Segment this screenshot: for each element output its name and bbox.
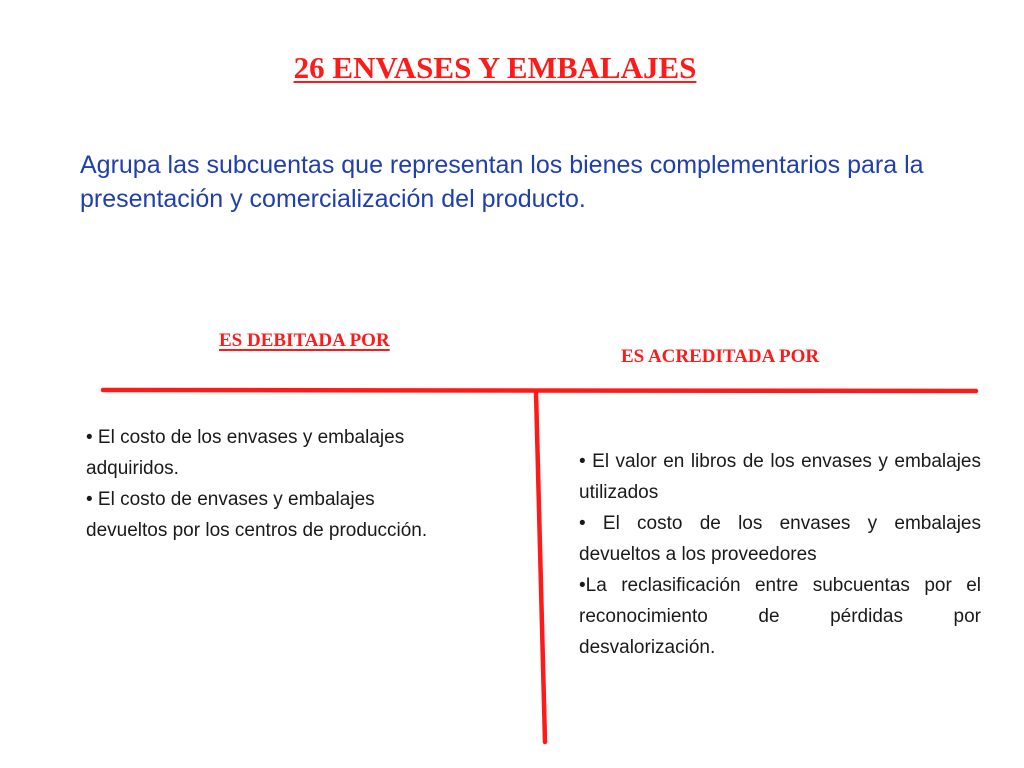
slide-title: 26 ENVASES Y EMBALAJES	[293, 50, 697, 85]
credit-list-item: • El valor en libros de los envases y embalajes utilizados	[579, 451, 981, 503]
debit-list-item: • El costo de envases y embalajes devueltos por los centros de producción.	[86, 489, 428, 541]
debit-list	[86, 422, 446, 546]
intro-paragraph: Agrupa las subcuentas que representan los bienes complementarios para la presentación y comercialización del producto.	[80, 151, 924, 213]
debit-list-item: • El costo de los envases y embalajes adquiridos.	[86, 427, 405, 479]
t-account-vertical-line	[536, 392, 545, 742]
credit-heading: ES ACREDITADA POR	[621, 346, 820, 367]
credit-list-item: • El costo de los envases y embalajes devueltos a los proveedores	[579, 513, 981, 565]
t-account-horizontal-line	[103, 390, 976, 391]
credit-list-item: •La reclasificación entre subcuentas por el reconocimiento de pérdidas por desvalorización.	[579, 575, 981, 658]
credit-list	[579, 446, 981, 663]
debit-heading: ES DEBITADA POR	[219, 330, 390, 351]
